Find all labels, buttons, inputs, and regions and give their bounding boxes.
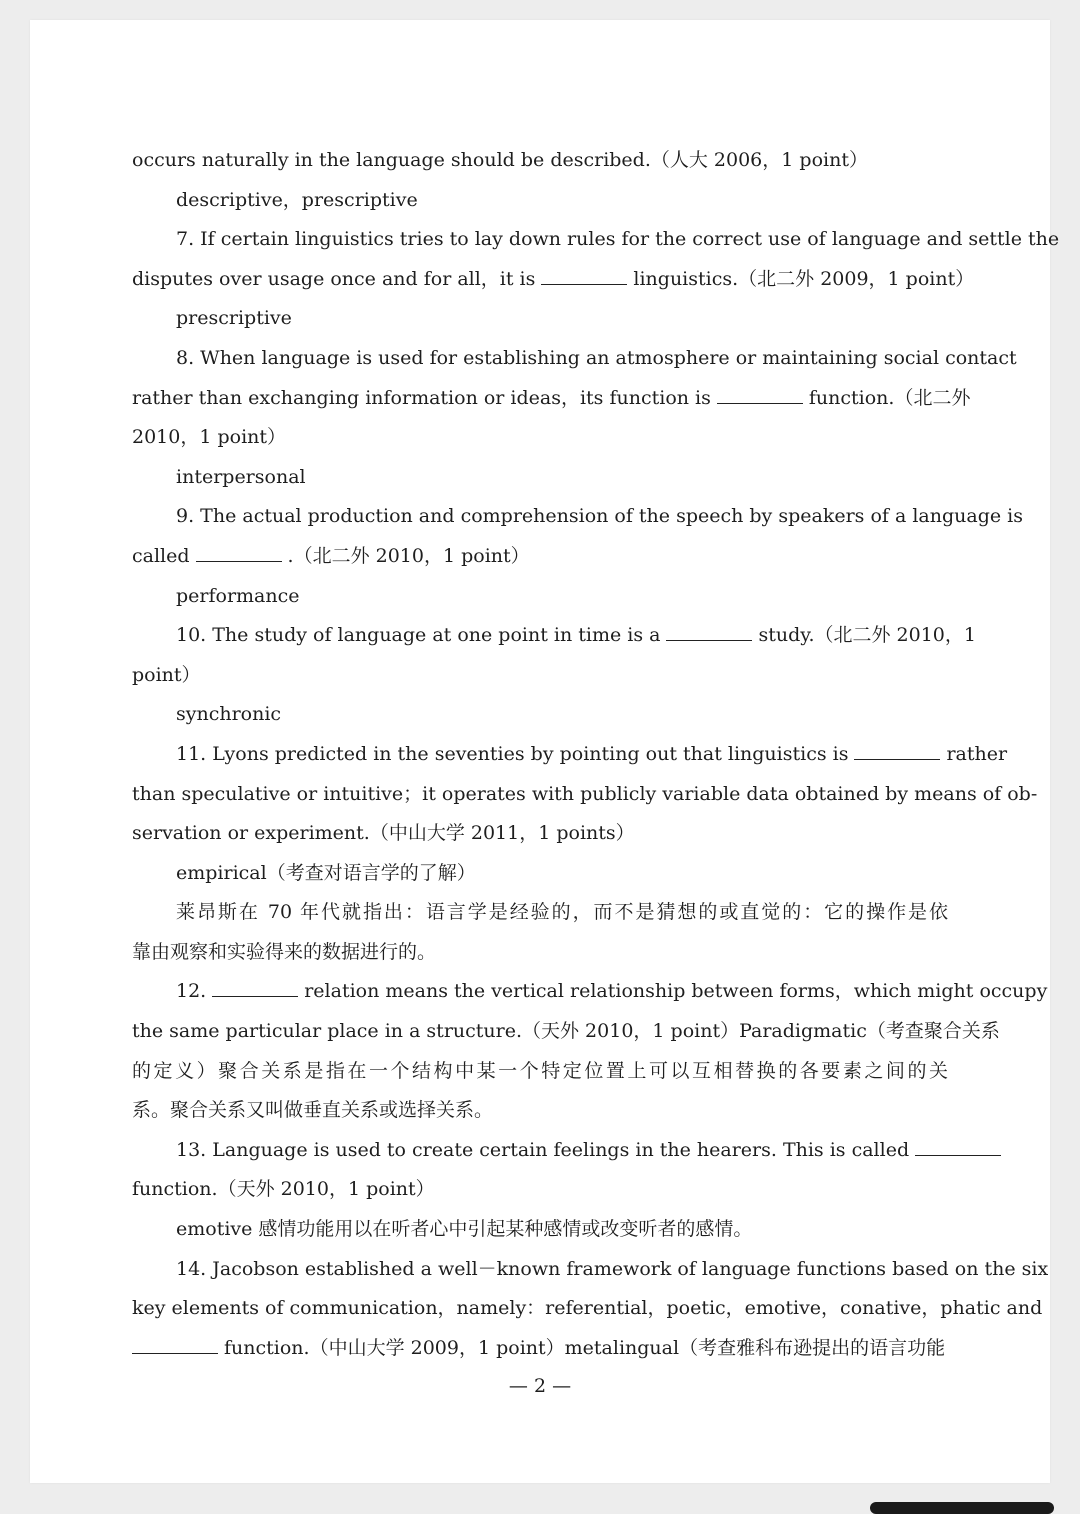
document-page bbox=[30, 20, 1060, 1483]
question-14-line: key elements of communication，namely：referential，poetic，emotive，conative，phatic and bbox=[132, 1297, 1043, 1320]
fill-blank bbox=[854, 745, 940, 760]
question-10-line: 10. The study of language at one point in time is a study.（北二外 2010，1 bbox=[176, 624, 976, 647]
answer-line: interpersonal bbox=[176, 465, 306, 488]
question-11-line: servation or experiment.（中山大学 2011，1 points） bbox=[132, 822, 635, 845]
text-line: occurs naturally in the language should be described.（人大 2006，1 point） bbox=[132, 149, 868, 171]
question-12-line: the same particular place in a structure.（天外 2010，1 point）Paradigmatic（考查聚合关系 bbox=[132, 1020, 1000, 1043]
explanation-line: 的定义）聚合关系是指在一个结构中某一个特定位置上可以互相替换的各要素之间的关 bbox=[132, 1059, 948, 1082]
question-9-line: called .（北二外 2010，1 point） bbox=[132, 544, 530, 567]
fill-blank bbox=[212, 982, 298, 997]
fill-blank bbox=[132, 1339, 218, 1354]
answer-line: empirical（考查对语言学的了解） bbox=[176, 861, 476, 884]
answer-line: prescriptive bbox=[176, 307, 292, 330]
answer-line: emotive 感情功能用以在听者心中引起某种感情或改变听者的感情。 bbox=[176, 1218, 753, 1241]
answer-line: performance bbox=[176, 584, 300, 607]
question-11-line: 11. Lyons predicted in the seventies by pointing out that linguistics is rather bbox=[176, 742, 1008, 765]
question-8-line: 2010，1 point） bbox=[132, 426, 287, 449]
home-indicator bbox=[870, 1502, 1054, 1514]
fill-blank bbox=[196, 547, 282, 562]
page-number: — 2 — bbox=[508, 1375, 572, 1397]
question-12-line: 12. relation means the vertical relationship between forms，which might occupy bbox=[176, 980, 1048, 1003]
fill-blank bbox=[541, 270, 627, 285]
question-11-line: than speculative or intuitive；it operates with publicly variable data obtained by means of ob- bbox=[132, 782, 1038, 805]
question-8-line: 8. When language is used for establishing an atmosphere or maintaining social contact bbox=[176, 346, 1017, 369]
answer-line: descriptive，prescriptive bbox=[176, 188, 418, 211]
question-13-line: function.（天外 2010，1 point） bbox=[132, 1178, 435, 1201]
question-9-line: 9. The actual production and comprehension of the speech by speakers of a language is bbox=[176, 505, 1023, 528]
fill-blank bbox=[915, 1141, 1001, 1156]
question-7-line: 7. If certain linguistics tries to lay down rules for the correct use of language and settle the bbox=[176, 228, 1060, 251]
explanation-line: 系。聚合关系又叫做垂直关系或选择关系。 bbox=[132, 1099, 494, 1122]
page-body bbox=[132, 141, 1060, 1368]
question-14-line: 14. Jacobson established a well－known framework of language functions based on the six bbox=[176, 1257, 1049, 1280]
fill-blank bbox=[666, 626, 752, 641]
question-10-line: point） bbox=[132, 663, 201, 686]
question-8-line: rather than exchanging information or ideas，its function is function.（北二外 bbox=[132, 386, 971, 409]
answer-line: synchronic bbox=[176, 703, 282, 726]
question-7-line: disputes over usage once and for all，it is linguistics.（北二外 2009，1 point） bbox=[132, 267, 975, 290]
question-13-line: 13. Language is used to create certain feelings in the hearers. This is called bbox=[132, 1131, 948, 1171]
explanation-line: 莱昂斯在 70 年代就指出：语言学是经验的，而不是猜想的或直觉的：它的操作是依 bbox=[176, 901, 948, 924]
explanation-line: 靠由观察和实验得来的数据进行的。 bbox=[132, 940, 437, 963]
question-14-line: function.（中山大学 2009，1 point）metalingual（考查雅科布逊提出的语言功能 bbox=[132, 1329, 948, 1369]
fill-blank bbox=[717, 389, 803, 404]
